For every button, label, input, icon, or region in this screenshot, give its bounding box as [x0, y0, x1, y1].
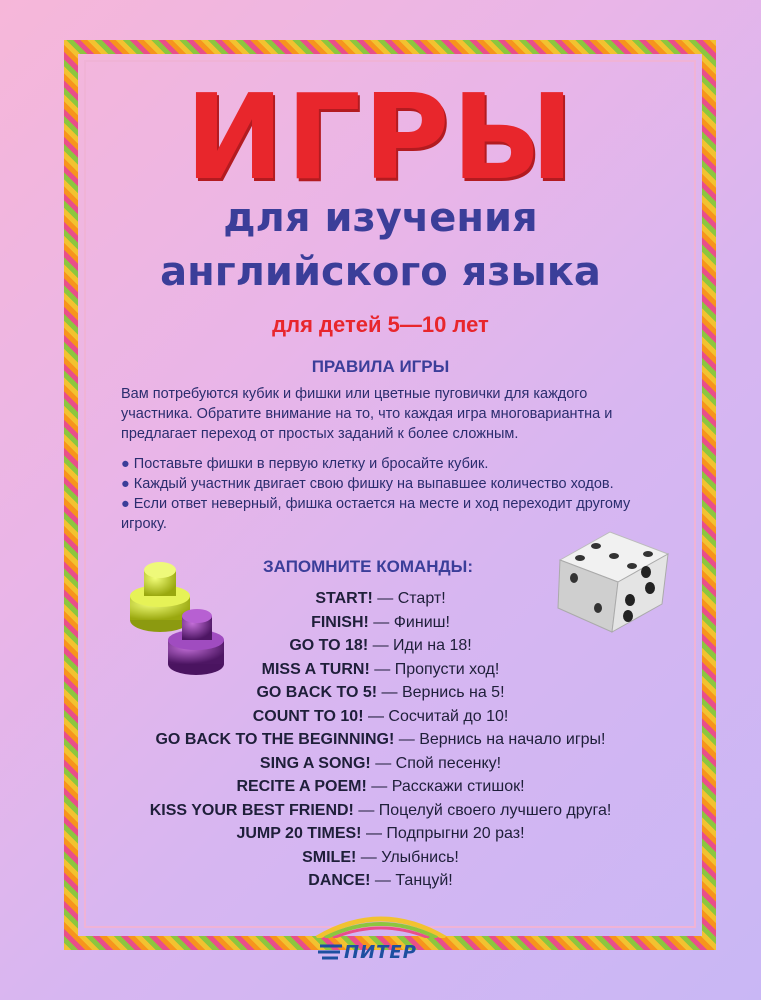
- command-ru: Танцуй!: [395, 872, 453, 889]
- command-row: SING A SONG! — Спой песенку!: [259, 754, 502, 772]
- command-row: GO BACK TO 5! — Вернись на 5!: [256, 684, 505, 701]
- command-en: KISS YOUR BEST FRIEND!: [149, 801, 354, 819]
- rules-item-text: Каждый участник двигает свою фишку на выпавшее количество ходов.: [133, 476, 614, 492]
- publisher-logo-icon: [318, 942, 344, 962]
- bullet-icon: ●: [121, 476, 130, 492]
- command-row: KISS YOUR BEST FRIEND! — Поцелуй своего лучшего друга!: [149, 801, 612, 819]
- command-en: DANCE!: [308, 872, 371, 889]
- command-ru: Улыбнись!: [381, 848, 459, 866]
- command-ru: Пропусти ход!: [394, 660, 500, 678]
- page-title: ИГРЫ: [185, 68, 576, 206]
- command-en: SING A SONG!: [259, 754, 371, 772]
- command-row: START! — Старт!: [315, 590, 446, 607]
- command-en: RECITE A POEM!: [236, 778, 367, 795]
- publisher-logo: ПИТЕР: [344, 942, 417, 963]
- bullet-icon: ●: [121, 456, 130, 472]
- command-en: COUNT TO 10!: [252, 707, 364, 725]
- command-ru: Подпрыгни 20 раз!: [386, 825, 525, 842]
- command-ru: Вернись на 5!: [401, 684, 505, 701]
- command-en: GO BACK TO 5!: [256, 684, 378, 701]
- command-en: START!: [315, 590, 373, 607]
- command-ru: Старт!: [397, 590, 446, 607]
- command-ru: Вернись на начало игры!: [419, 731, 606, 748]
- command-ru: Иди на 18!: [393, 637, 472, 654]
- rules-item: [121, 474, 666, 494]
- command-row: COUNT TO 10! — Сосчитай до 10!: [252, 707, 509, 725]
- command-row: JUMP 20 TIMES! — Подпрыгни 20 раз!: [236, 825, 525, 842]
- command-ru: Поцелуй своего лучшего друга!: [378, 801, 612, 819]
- rules-item-text: Поставьте фишки в первую клетку и бросайте кубик.: [133, 456, 489, 472]
- subtitle-line-1: для изучения: [223, 195, 538, 241]
- subtitle-line-2: английского языка: [160, 249, 601, 295]
- command-ru: Сосчитай до 10!: [388, 707, 509, 725]
- rules-item: [121, 454, 666, 474]
- command-en: GO TO 18!: [289, 637, 369, 654]
- commands-list: [0, 587, 761, 893]
- bullet-icon: ●: [121, 496, 130, 512]
- commands-heading: ЗАПОМНИТЕ КОМАНДЫ:: [263, 557, 473, 576]
- command-row: DANCE! — Танцуй!: [308, 872, 453, 889]
- command-ru: Спой песенку!: [395, 754, 502, 772]
- command-ru: Расскажи стишок!: [391, 778, 525, 795]
- command-row: SMILE! — Улыбнись!: [302, 848, 459, 866]
- command-row: RECITE A POEM! — Расскажи стишок!: [236, 778, 525, 795]
- command-en: MISS A TURN!: [261, 660, 370, 678]
- command-row: GO BACK TO THE BEGINNING! — Вернись на начало игры!: [155, 731, 606, 748]
- ornament-arc-icon: [313, 908, 449, 938]
- rules-paragraph: Вам потребуются кубик и фишки или цветные пуговички для каждого участника. Обратите внимание на то, что каждая игра многовариантна и предлагает переход от простых заданий к более сложным.: [121, 386, 613, 442]
- command-en: GO BACK TO THE BEGINNING!: [155, 731, 395, 748]
- rules-heading: ПРАВИЛА ИГРЫ: [311, 357, 450, 376]
- age-range: для детей 5—10 лет: [272, 312, 489, 337]
- command-en: FINISH!: [311, 613, 369, 631]
- command-en: SMILE!: [302, 848, 357, 866]
- rules-item-text: Если ответ неверный, фишка остается на месте и ход переходит другому игроку.: [121, 496, 631, 532]
- command-ru: Финиш!: [393, 613, 450, 631]
- command-row: GO TO 18! — Иди на 18!: [289, 637, 472, 654]
- command-en: JUMP 20 TIMES!: [236, 825, 362, 842]
- command-row: MISS A TURN! — Пропусти ход!: [261, 660, 500, 678]
- command-row: FINISH! — Финиш!: [311, 613, 450, 631]
